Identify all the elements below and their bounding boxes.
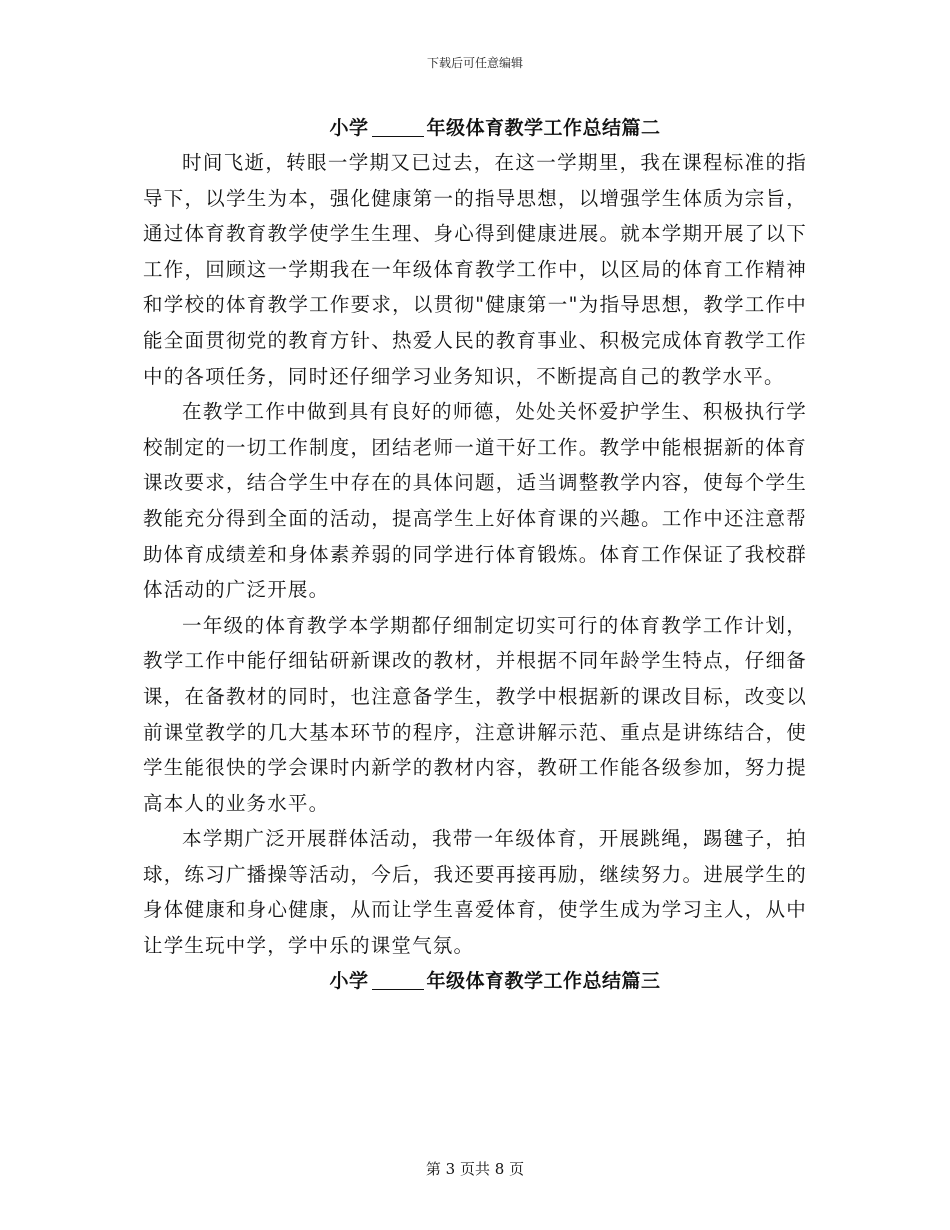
section-title-2 bbox=[143, 111, 807, 145]
paragraph-4: 本学期广泛开展群体活动，我带一年级体育，开展跳绳，踢毽子，拍球，练习广播操等活动，今后，我还要再接再励，继续努力。进展学生的身体健康和身心健康，从而让学生喜爱体育，使学生成为学习主人，从中让学生玩中学，学中乐的课堂气氛。 bbox=[143, 827, 807, 958]
header-note: 下载后可任意编辑 bbox=[426, 56, 523, 70]
paragraph-1: 时间飞逝，转眼一学期又已过去，在这一学期里，我在课程标准的指导下，以学生为本，强化健康第一的指导思想，以增强学生体质为宗旨，通过体育教育教学使学生生理、身心得到健康进展。就本学期开展了以下工作，回顾这一学期我在一年级体育教学工作中，以区局的体育工作精神和学校的体育教学工作要求，以贯彻"健康第一"为指导思想，教学工作中能全面贯彻党的教育方针、热爱人民的教育事业、积极完成体育教学工作中的各项任务，同时还仔细学习业务知识，不断提高自己的教学水平。 bbox=[143, 151, 807, 388]
title-suffix: 年级体育教学工作总结篇二 bbox=[426, 117, 661, 139]
paragraph-3: 一年级的体育教学本学期都仔细制定切实可行的体育教学工作计划，教学工作中能仔细钻研新课改的教材，并根据不同年龄学生特点，仔细备课，在备教材的同时，也注意备学生，教学中根据新的课改目标，改变以前课堂教学的几大基本环节的程序，注意讲解示范、重点是讲练结合，使学生能很快的学会课时内新学的教材内容，教研工作能各级参加，努力提高本人的业务水平。 bbox=[143, 613, 807, 815]
page-number: 第 3 页共 8 页 bbox=[425, 1160, 525, 1178]
document-content bbox=[143, 111, 807, 998]
title-blank-line bbox=[372, 971, 424, 990]
title-prefix: 小学 bbox=[329, 117, 369, 139]
paragraph-2: 在教学工作中做到具有良好的师德，处处关怀爱护学生、积极执行学校制定的一切工作制度，团结老师一道干好工作。教学中能根据新的体育课改要求，结合学生中存在的具体问题，适当调整教学内容，使每个学生教能充分得到全面的活动，提高学生上好体育课的兴趣。工作中还注意帮助体育成绩差和身体素养弱的同学进行体育锻炼。体育工作保证了我校群体活动的广泛开展。 bbox=[143, 400, 807, 602]
title-blank-line bbox=[372, 118, 424, 137]
section-title-3 bbox=[143, 964, 807, 998]
title-prefix: 小学 bbox=[329, 969, 369, 992]
title-suffix: 年级体育教学工作总结篇三 bbox=[426, 969, 661, 992]
